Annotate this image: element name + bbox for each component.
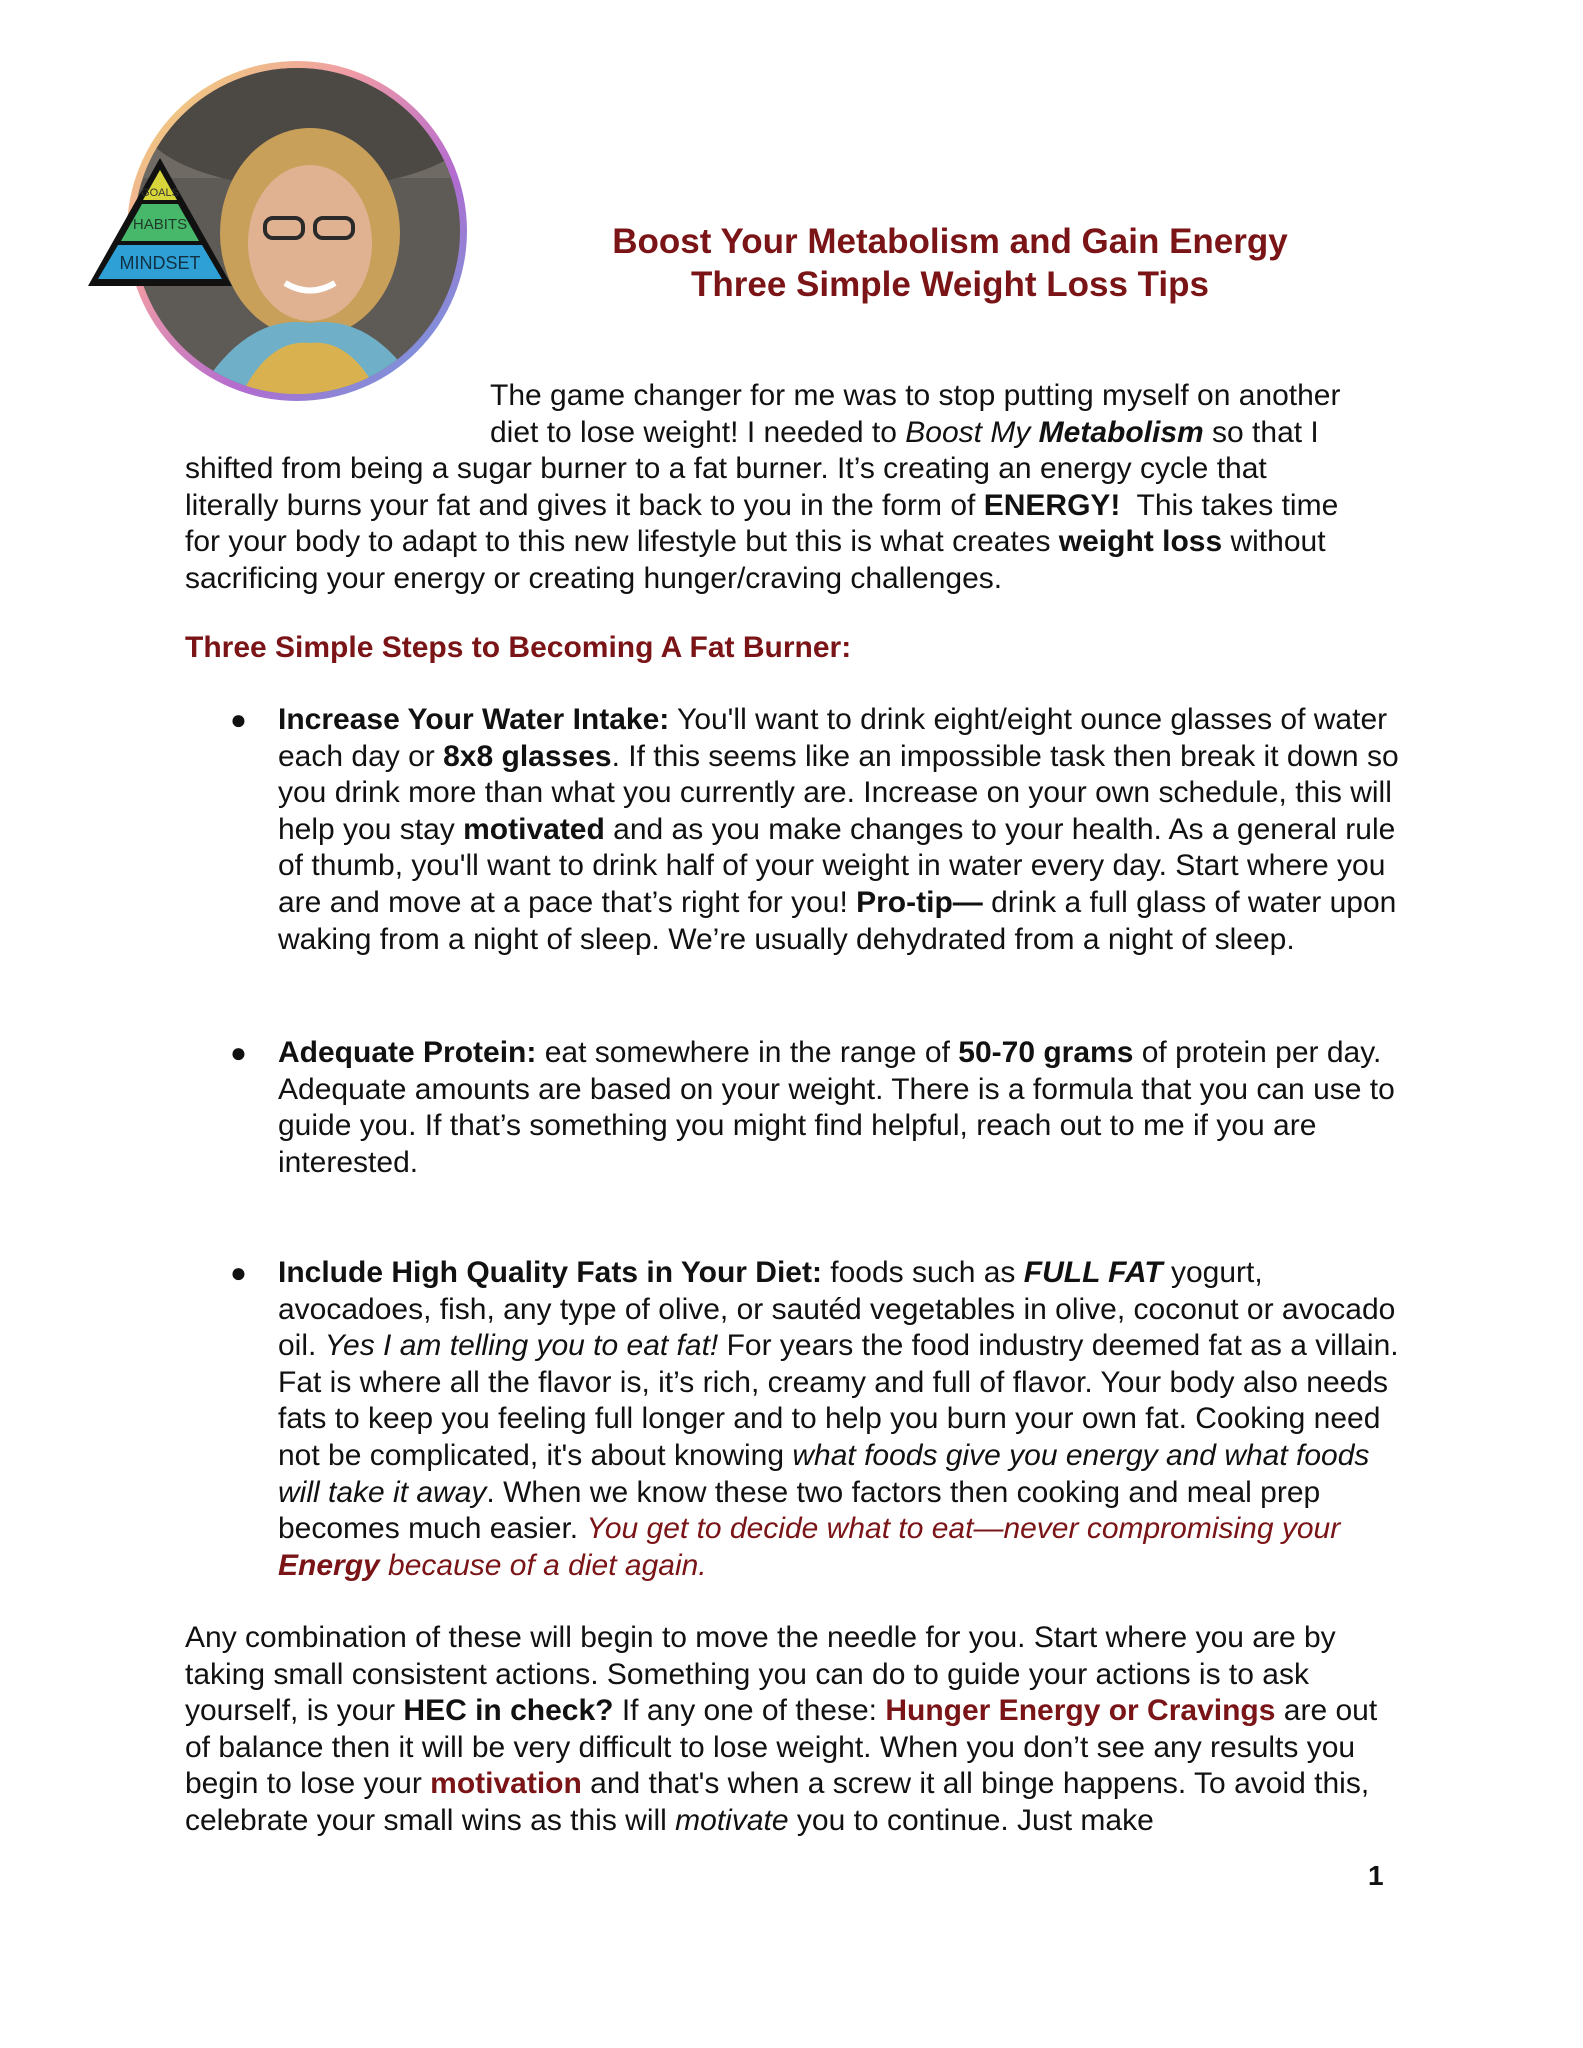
logo: [60, 58, 480, 408]
list-item-text: [278, 1255, 1408, 1584]
list-item-italic: what foods give you energy and what foods will take it away: [278, 1438, 1370, 1509]
closing-text: you to continue. Just make: [788, 1803, 1154, 1837]
intro-line-3: shifted from being a sugar burner to a fat burner. It’s creating an energy cycle that: [185, 452, 1267, 486]
list-item-red-italic: because of a diet again.: [379, 1548, 707, 1582]
section-heading: Three Simple Steps to Becoming A Fat Burner:: [185, 631, 852, 664]
intro-line-5: [185, 524, 1405, 561]
list-item-bold: motivated: [463, 812, 605, 846]
closing-red-bold: motivation: [430, 1767, 582, 1801]
list-item-text: [278, 1035, 1408, 1181]
intro-italic-boost: Boost My: [905, 415, 1039, 449]
closing-text: If any one of these:: [613, 1694, 886, 1728]
intro-text: so that I: [1203, 415, 1319, 449]
intro-text: diet to lose weight! I needed to: [490, 415, 906, 449]
closing-text: and that's when a screw it all binge happens. To avoid this, celebrate your small wins as this will: [185, 1767, 1370, 1837]
list-item-body: For years the food industry deemed fat as a villain. Fat is where all the flavor is, it’s rich, creamy and full of flavor. Your body also needs fats to keep you feeling full longer and to help you burn your own fat. Cooking need not be complicated, it's about knowing: [278, 1329, 1399, 1472]
title-line-1: Boost Your Metabolism and Gain Energy: [612, 222, 1288, 261]
intro-text: This takes time: [1120, 488, 1339, 522]
bullet-icon: ●: [230, 1257, 247, 1288]
pyramid-label-goals: GOALS: [141, 187, 179, 199]
closing-text: Any combination of these will begin to move the needle for you. Start where you are by taking small consistent actions. Something you can do to guide your actions is to ask yourself, is your: [185, 1621, 1336, 1728]
title-line-2: Three Simple Weight Loss Tips: [691, 265, 1209, 304]
list-item-italic: Yes I am telling you to eat fat!: [324, 1329, 719, 1363]
list-item-bold: 8x8 glasses: [443, 739, 612, 773]
list-item-bold-italic: FULL FAT: [1023, 1256, 1163, 1289]
intro-text: for your body to adapt to this new lifestyle but this is what creates: [185, 525, 1059, 559]
list-item-bold: 50-70 grams: [958, 1036, 1134, 1069]
page-title: [560, 220, 1340, 306]
intro-line-2: [185, 415, 1405, 452]
intro-bold-italic-metabolism: Metabolism: [1038, 415, 1204, 449]
list-item-text: [278, 702, 1408, 958]
closing-red-bold: Hunger Energy or Cravings: [885, 1694, 1276, 1728]
intro-bold-energy: ENERGY!: [983, 488, 1121, 522]
intro-text: literally burns your fat and gives it back to you in the form of: [185, 488, 984, 522]
intro-bold-weight-loss: weight loss: [1058, 525, 1223, 559]
list-item-bold: Pro-tip—: [856, 885, 983, 919]
intro-paragraph: [185, 378, 1405, 598]
intro-line-4: [185, 488, 1405, 525]
list-item-heading: Increase Your Water Intake:: [278, 703, 670, 736]
list-item-red-bold-italic: Energy: [278, 1548, 380, 1582]
closing-bold-hec: HEC in check?: [403, 1694, 614, 1728]
list-item-body: eat somewhere in the range of: [536, 1036, 959, 1069]
list-item-body: You'll want to drink eight/eight ounce glasses of water each day or: [278, 703, 1388, 773]
page-number: 1: [1368, 1860, 1384, 1891]
pyramid-label-mindset: MINDSET: [119, 253, 201, 273]
list-item-body: . If this seems like an impossible task then break it down so you drink more than what you currently are. Increase on your own schedule, this will help you stay: [278, 739, 1399, 846]
intro-line-6: sacrificing your energy or creating hunger/craving challenges.: [185, 561, 1003, 595]
closing-paragraph: [185, 1620, 1405, 1840]
list-item-heading: Adequate Protein:: [278, 1036, 537, 1069]
list-item-body: foods such as: [821, 1256, 1024, 1289]
pyramid-label-habits: HABITS: [132, 216, 188, 233]
list-item-body: . When we know these two factors then cooking and meal prep becomes much easier.: [278, 1475, 1321, 1546]
list-item-heading: Include High Quality Fats in Your Diet:: [278, 1256, 822, 1289]
list-item-red-italic: You get to decide what to eat—never compromising your: [586, 1512, 1341, 1546]
list-item-body: drink a full glass of water upon waking from a night of sleep. We’re usually dehydrated from a night of sleep.: [278, 885, 1397, 956]
bullet-icon: ●: [230, 1037, 247, 1068]
list-item-body: yogurt, avocadoes, fish, any type of olive, or sautéd vegetables in olive, coconut or avocado oil.: [278, 1256, 1396, 1363]
list-item-body: of protein per day. Adequate amounts are based on your weight. There is a formula that you can use to guide you. If that’s something you might find helpful, reach out to me if you are interested.: [278, 1036, 1395, 1179]
intro-line-1: The game changer for me was to stop putting myself on another: [490, 379, 1341, 412]
closing-italic: motivate: [675, 1803, 789, 1837]
closing-text: are out of balance then it will be very difficult to lose weight. When you don’t see any results you begin to lose your: [185, 1694, 1378, 1801]
intro-text: without: [1222, 525, 1326, 559]
bullet-icon: ●: [230, 704, 247, 735]
list-item-body: and as you make changes to your health. As a general rule of thumb, you'll want to drink half of your weight in water every day. Start where you are and move at a pace that’s right for you!: [278, 812, 1396, 919]
